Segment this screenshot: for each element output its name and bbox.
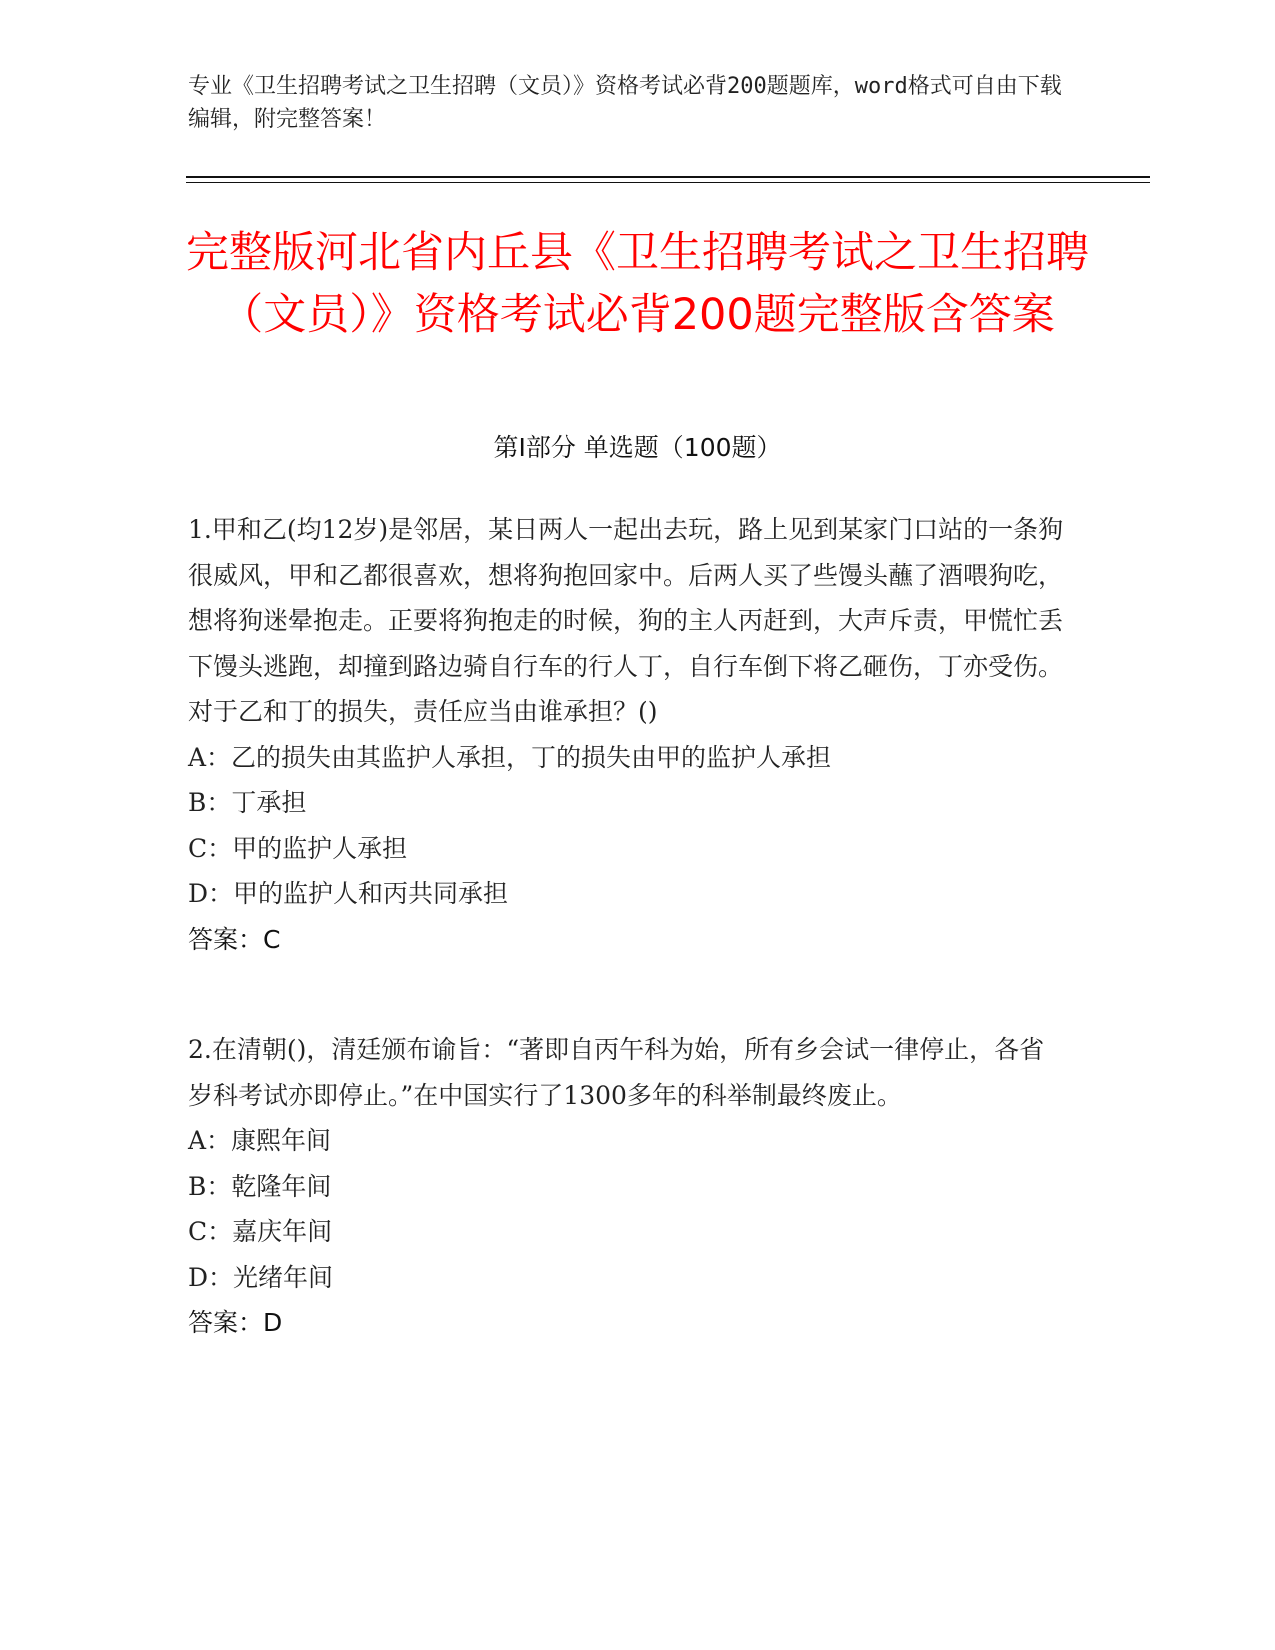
document-title: 完整版河北省内丘县《卫生招聘考试之卫生招聘（文员）》资格考试必背200题完整版含答案 — [186, 228, 1089, 340]
question-1 — [188, 507, 1068, 962]
question-2 — [188, 1027, 1068, 1346]
answer: 答案：C — [188, 924, 281, 954]
header-divider-thick — [186, 176, 1150, 178]
header-note: 专业《卫生招聘考试之卫生招聘（文员）》资格考试必背200题题库，word格式可自由下载编辑，附完整答案！ — [188, 74, 1062, 132]
question-stem: 1.甲和乙(均12岁)是邻居，某日两人一起出去玩，路上见到某家门口站的一条狗很威风，甲和乙都很喜欢，想将狗抱回家中。后两人买了些馒头蘸了酒喂狗吃，想将狗迷晕抱走。正要将狗抱走的时候，狗的主人丙赶到，大声斥责，甲慌忙丢下馒头逃跑，却撞到路边骑自行车的行人丁，自行车倒下将乙砸伤，丁亦受伤。对于乙和丁的损失，责任应当由谁承担？() — [188, 515, 1064, 726]
option-c: C：甲的监护人承担 — [188, 833, 408, 863]
option-a: A：乙的损失由其监护人承担，丁的损失由甲的监护人承担 — [188, 742, 832, 772]
section-title: 第Ⅰ部分 单选题（100题） — [493, 433, 782, 462]
option-d: D：光绪年间 — [188, 1262, 334, 1292]
option-b: B：丁承担 — [188, 788, 307, 817]
answer: 答案：D — [188, 1308, 283, 1337]
option-b: B：乾隆年间 — [188, 1171, 332, 1201]
option-d: D：甲的监护人和丙共同承担 — [188, 879, 509, 908]
option-c: C：嘉庆年间 — [188, 1217, 333, 1246]
question-stem: 2.在清朝()，清廷颁布谕旨：“著即自丙午科为始，所有乡会试一律停止，各省岁科考试亦即停止。”在中国实行了1300多年的科举制最终废止。 — [188, 1035, 1045, 1110]
option-a: A：康熙年间 — [188, 1126, 332, 1155]
header-divider-thin — [186, 182, 1150, 183]
